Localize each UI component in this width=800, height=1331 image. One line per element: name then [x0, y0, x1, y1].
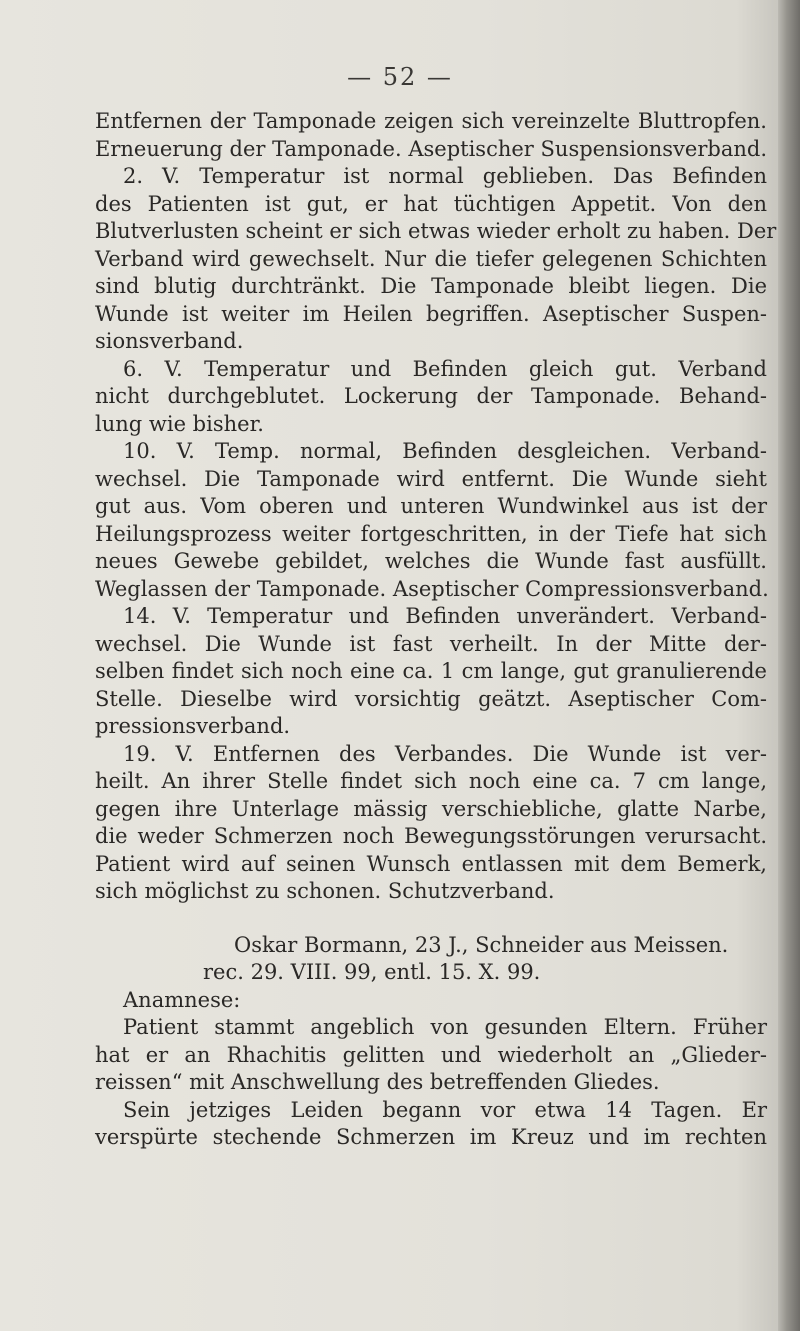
text-line: heilt. An ihrer Stelle findet sich noch eine ca. 7 cm lange, — [95, 769, 767, 793]
section-gap — [95, 906, 767, 932]
text-line: Stelle. Dieselbe wird vorsichtig geätzt. Aseptischer Com- — [95, 686, 767, 711]
text-line: sich möglichst zu schonen. Schutzverband. — [95, 879, 555, 903]
text-line: Sein jetziges Leiden begann vor etwa 14 Tagen. Er — [123, 1097, 767, 1122]
case-dates-line: rec. 29. VIII. 99, entl. 15. X. 99. — [203, 960, 541, 984]
text-line: nicht durchgeblutet. Lockerung der Tamponade. Behand- — [95, 384, 767, 408]
body-text — [95, 108, 777, 1152]
text-line: Blutverlusten scheint er sich etwas wieder erholt zu haben. Der — [95, 219, 777, 243]
text-line: Verband wird gewechselt. Nur die tiefer gelegenen Schichten — [95, 246, 767, 271]
anamnese-label: Anamnese: — [123, 987, 241, 1012]
book-binding-edge — [778, 0, 800, 1331]
text-line: verspürte stechende Schmerzen im Kreuz und im rechten — [95, 1125, 767, 1149]
text-line: 10. V. Temp. normal, Befinden desgleichen. Verband- — [123, 439, 767, 463]
text-line: die weder Schmerzen noch Bewegungsstörungen verursacht. — [95, 824, 767, 848]
text-line: 2. V. Temperatur ist normal geblieben. Das Befinden — [123, 164, 767, 188]
text-line: Patient stammt angeblich von gesunden Eltern. Früher — [123, 1015, 767, 1039]
text-line: 14. V. Temperatur und Befinden unverändert. Verband- — [123, 604, 767, 628]
text-line: Entfernen der Tamponade zeigen sich vereinzelte Bluttropfen. — [95, 109, 767, 133]
text-line: pressionsverband. — [95, 714, 291, 738]
text-line: Patient wird auf seinen Wunsch entlassen mit dem Bemerk, — [95, 851, 767, 876]
text-line: Wunde ist weiter im Heilen begriffen. Aseptischer Suspen- — [95, 301, 767, 326]
text-line: gut aus. Vom oberen und unteren Wundwinkel aus ist der — [95, 494, 767, 518]
page-number: — 52 — — [347, 63, 453, 91]
text-line: selben findet sich noch eine ca. 1 cm lange, gut granulierende — [95, 659, 767, 683]
text-line: neues Gewebe gebildet, welches die Wunde fast ausfüllt. — [95, 549, 767, 573]
text-line: sind blutig durchtränkt. Die Tamponade bleibt liegen. Die — [95, 274, 767, 298]
text-line: sionsverband. — [95, 329, 244, 353]
text-line: 6. V. Temperatur und Befinden gleich gut. Verband — [123, 356, 767, 381]
text-line: lung wie bisher. — [95, 411, 264, 436]
text-line: hat er an Rhachitis gelitten und wiederholt an „Glieder- — [95, 1042, 767, 1067]
text-line: 19. V. Entfernen des Verbandes. Die Wunde ist ver- — [123, 741, 767, 766]
text-line: Erneuerung der Tamponade. Aseptischer Suspensionsverband. — [95, 136, 767, 161]
text-line: Heilungsprozess weiter fortgeschritten, in der Tiefe hat sich — [95, 521, 767, 546]
case-name-line: Oskar Bormann, 23 J., Schneider aus Meissen. — [234, 932, 729, 957]
text-line: wechsel. Die Wunde ist fast verheilt. In der Mitte der- — [95, 631, 767, 656]
text-line: reissen“ mit Anschwellung des betreffenden Gliedes. — [95, 1070, 660, 1094]
text-line: wechsel. Die Tamponade wird entfernt. Die Wunde sieht — [95, 466, 767, 491]
text-line: des Patienten ist gut, er hat tüchtigen Appetit. Von den — [95, 191, 767, 216]
text-line: gegen ihre Unterlage mässig verschiebliche, glatte Narbe, — [95, 796, 767, 821]
text-line: Weglassen der Tamponade. Aseptischer Compressionsverband. — [95, 576, 769, 601]
